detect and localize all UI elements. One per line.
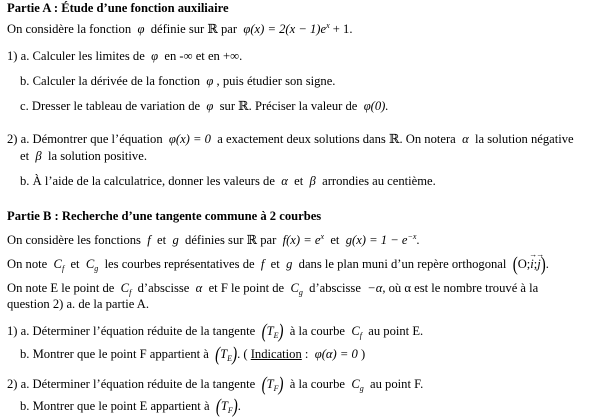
part-b-q1b: b. Montrer que le point F appartient à $(T_E)$. ( Indication : φ(α) = 0 ): [20, 344, 366, 366]
f-definition: $f(x) = e^x$: [282, 232, 325, 247]
tangent-tf: $(T_F)$: [261, 374, 284, 396]
part-a-title: Partie A : Étude d’une fonction auxiliaire: [7, 1, 229, 15]
repere: (O;→ i;→ j): [513, 257, 546, 271]
indication-label: Indication: [250, 347, 302, 361]
part-a-q2b: b. À l’aide de la calculatrice, donner les valeurs de α et β arrondies au centième.: [20, 174, 436, 188]
part-b-points-line2: question 2) a. de la partie A.: [7, 297, 149, 311]
g-definition: $g(x) = 1 - e^{-x}$: [345, 232, 417, 247]
tangent-te: $(T_E)$: [261, 321, 284, 343]
curve-cg: $C_g$: [85, 257, 99, 273]
curve-cf: $C_f$: [53, 257, 65, 273]
part-b-title: Partie B : Recherche d’une tangente commune à 2 courbes: [7, 209, 322, 223]
phi-formula: $\varphi(x) = 2(x - 1)e^x$: [243, 21, 330, 36]
part-b-q2a: 2) a. Déterminer l’équation réduite de la tangente $(T_F)$ à la courbe $C_g$ au point F.: [7, 374, 424, 396]
part-a-q2a-line2: et β la solution positive.: [20, 149, 147, 163]
part-b-q2b: b. Montrer que le point E appartient à $(T_F)$.: [20, 396, 241, 418]
part-a-q1a: 1) a. Calculer les limites de φ en -∞ et en +∞.: [7, 49, 243, 63]
part-a-q1c: c. Dresser le tableau de variation de φ sur ℝ. Préciser la valeur de φ(0).: [20, 99, 389, 113]
part-a-q2a: 2) a. Démontrer que l’équation φ(x) = 0 a exactement deux solutions dans ℝ. On notera α la solution négative: [7, 132, 574, 146]
part-b-points: On note E le point de $C_f$ d’abscisse α et F le point de $C_g$ d’abscisse −α, où α est le nombre trouvé à la: [7, 281, 539, 297]
part-a-intro: On considère la fonction φ définie sur ℝ par $\varphi(x) = 2(x - 1)e^x + 1$.: [7, 21, 353, 36]
part-b-q1a: 1) a. Déterminer l’équation réduite de la tangente $(T_E)$ à la courbe $C_f$ au point E.: [7, 321, 424, 343]
part-b-intro: On considère les fonctions f et g définies sur ℝ par $f(x) = e^x$ et $g(x) = 1 - e^{-x}$.: [7, 232, 420, 247]
part-a-q1b: b. Calculer la dérivée de la fonction φ , puis étudier son signe.: [20, 74, 336, 88]
part-b-curves: On note $C_f$ et $C_g$ les courbes représentatives de f et g dans le plan muni d’un repère orthogonal (O;→ i;→ j).: [7, 256, 549, 272]
